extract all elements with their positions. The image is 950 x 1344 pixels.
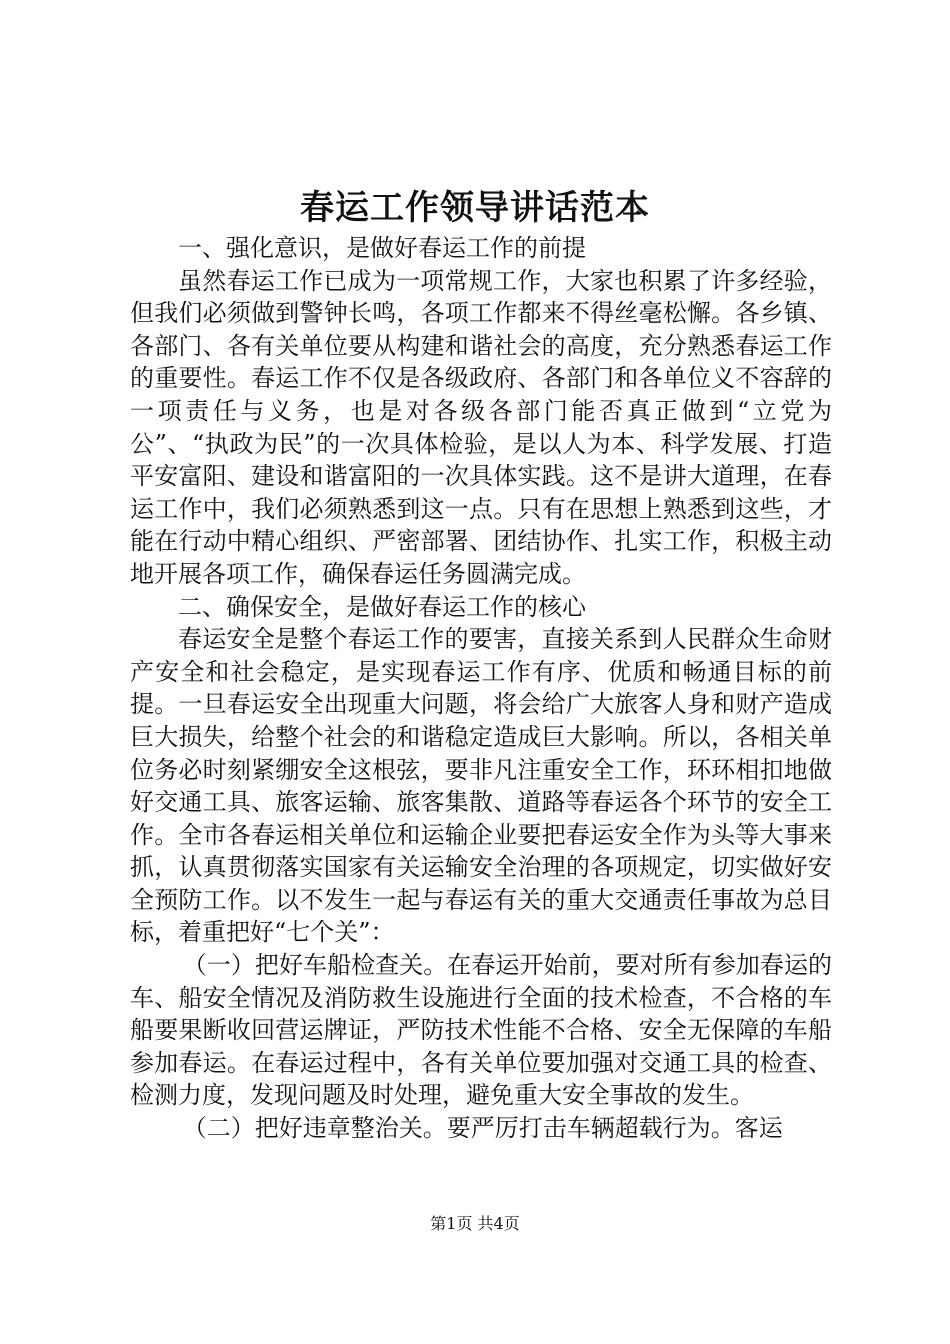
- body-paragraph: 虽然春运工作已成为一项常规工作，大家也积累了许多经验，但我们必须做到警钟长鸣，各项工作都来不得丝毫松懈。各乡镇、各部门、各有关单位要从构建和谐社会的高度，充分熟悉春运工作的重要性。春运工作不仅是各级政府、各部门和各单位义不容辞的一项责任与义务，也是对各级各部门能否真正做到“立党为公”、“执政为民”的一次具体检验，是以人为本、科学发展、打造平安富阳、建设和谐富阳的一次具体实践。这不是讲大道理，在春运工作中，我们必须熟悉到这一点。只有在思想上熟悉到这些，才能在行动中精心组织、严密部署、团结协作、扎实工作，积极主动地开展各项工作，确保春运任务圆满完成。: [130, 266, 832, 588]
- page-number-footer: 第1页 共4页: [430, 1214, 520, 1233]
- body-paragraph: 春运安全是整个春运工作的要害，直接关系到人民群众生命财产安全和社会稳定，是实现春运工作有序、优质和畅通目标的前提。一旦春运安全出现重大问题，将会给广大旅客人身和财产造成巨大损失，给整个社会的和谐稳定造成巨大影响。所以，各相关单位务必时刻紧绷安全这根弦，要非凡注重安全工作，环环相扣地做好交通工具、旅客运输、旅客集散、道路等春运各个环节的安全工作。全市各春运相关单位和运输企业要把春运安全作为头等大事来抓，认真贯彻落实国家有关运输安全治理的各项规定，切实做好安全预防工作。以不发生一起与春运有关的重大交通责任事故为总目标，着重把好“七个关”：: [130, 625, 832, 947]
- document-body: [130, 232, 832, 1145]
- sub-item-paragraph: （二）把好违章整治关。要严厉打击车辆超载行为。客运: [182, 1114, 783, 1143]
- document-title: 春运工作领导讲话范本: [300, 188, 650, 228]
- sub-item-paragraph: （一）把好车船检查关。在春运开始前，要对所有参加春运的车、船安全情况及消防救生设施进行全面的技术检查，不合格的车船要果断收回营运牌证，严防技术性能不合格、安全无保障的车船参加春运。在春运过程中，各有关单位要加强对交通工具的检查、检测力度，发现问题及时处理，避免重大安全事故的发生。: [130, 951, 832, 1110]
- section-heading-2: 二、确保安全，是做好春运工作的核心: [178, 592, 586, 621]
- section-heading-1: 一、强化意识，是做好春运工作的前提: [178, 234, 586, 262]
